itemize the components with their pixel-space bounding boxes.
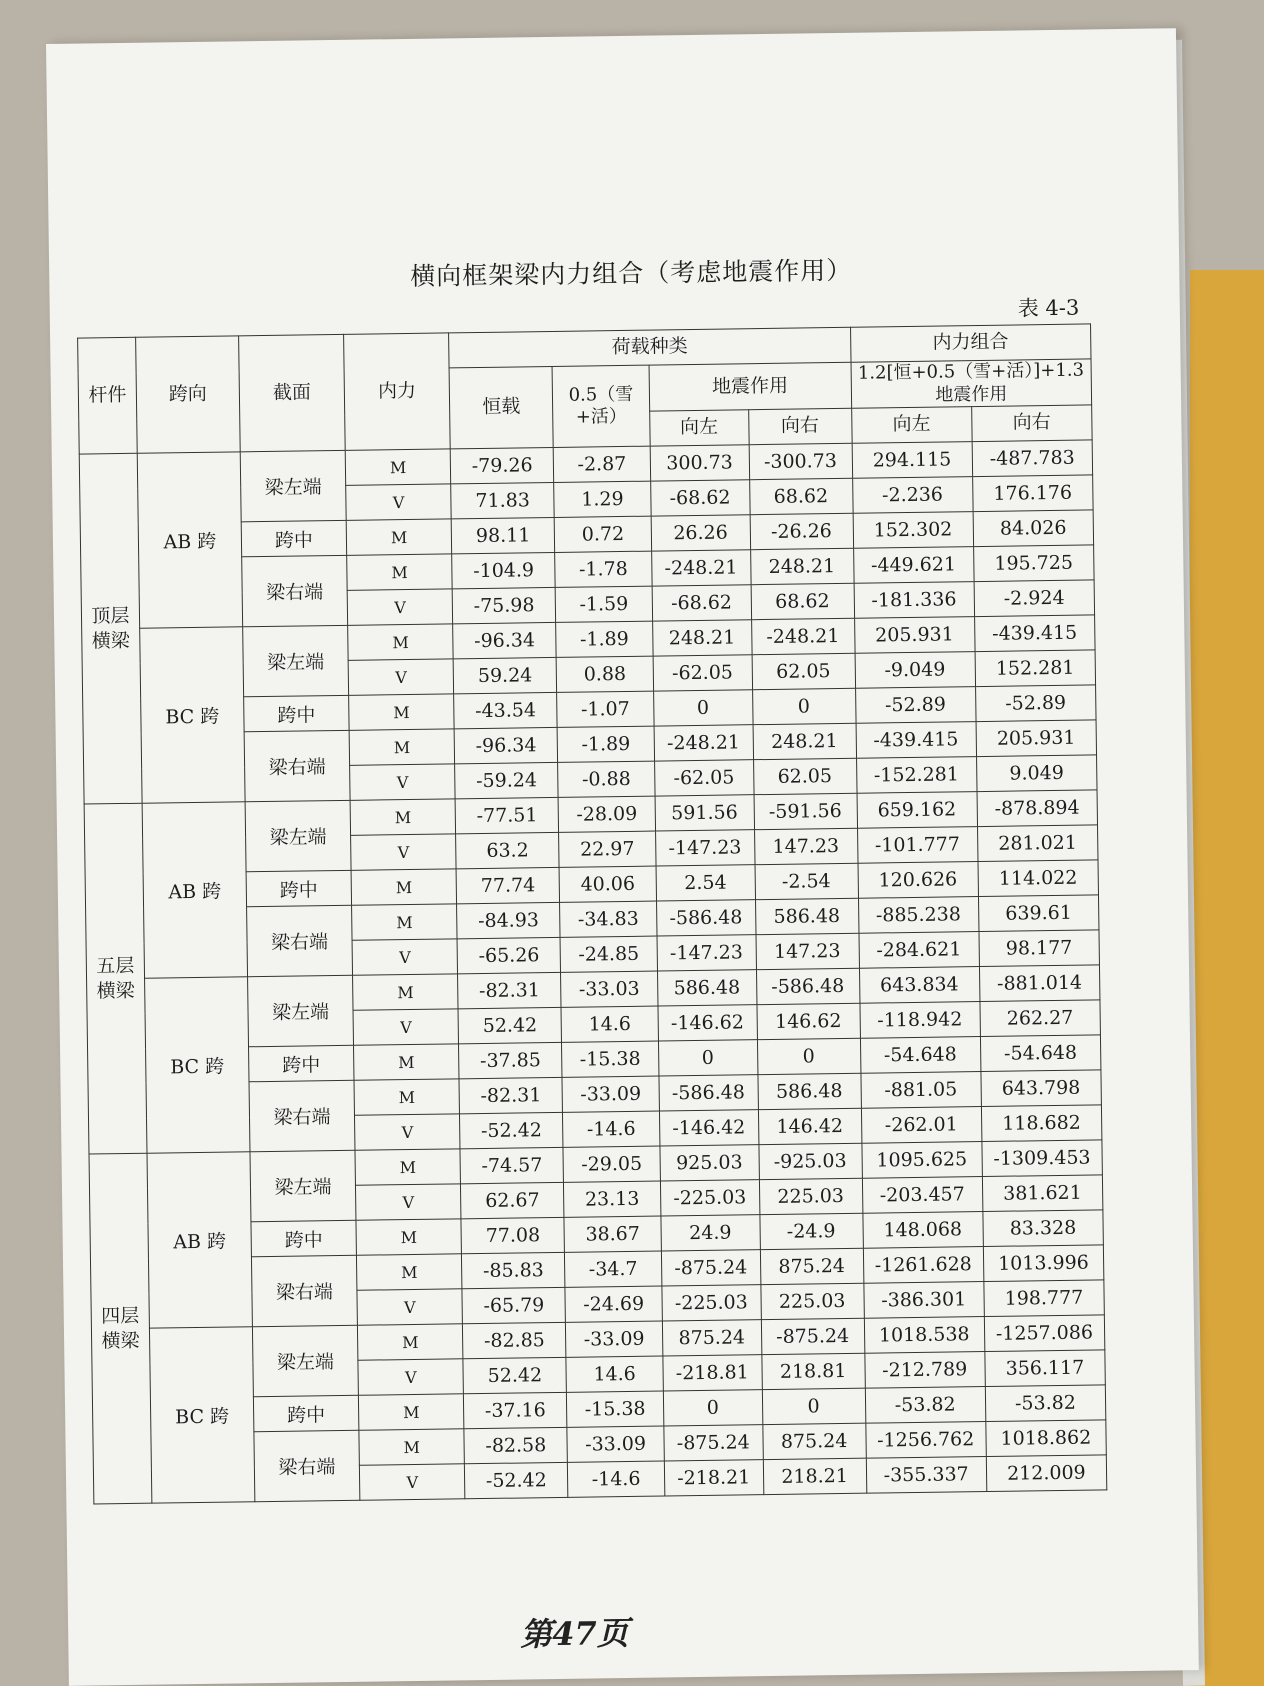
combo-right-value: -1257.086: [984, 1315, 1105, 1352]
force-type-cell: M: [351, 869, 457, 905]
seismic-left-value: -147.23: [657, 935, 756, 971]
combo-left-value: -52.89: [855, 687, 976, 724]
combo-left-value: -2.236: [852, 477, 973, 514]
dead-load-value: -82.58: [464, 1427, 567, 1463]
seismic-right-value: -586.48: [756, 968, 859, 1004]
dead-load-value: -85.83: [462, 1252, 565, 1288]
dead-load-value: -82.85: [463, 1322, 566, 1358]
snow-live-value: 40.06: [559, 866, 656, 902]
seismic-left-value: -147.23: [655, 830, 754, 866]
header-seismic-right: 向右: [748, 408, 851, 444]
combo-right-value: -52.89: [975, 685, 1096, 722]
dead-load-value: -43.54: [454, 692, 557, 728]
seismic-right-value: -26.26: [750, 513, 853, 549]
section-cell: 梁右端: [242, 555, 348, 626]
combo-left-value: -152.281: [856, 757, 977, 794]
dead-load-value: -82.31: [459, 1077, 562, 1113]
span-cell: AB 跨: [142, 802, 247, 978]
combo-right-value: -439.415: [974, 615, 1095, 652]
section-cell: 梁右端: [249, 1080, 355, 1151]
seismic-left-value: -586.48: [656, 900, 755, 936]
seismic-right-value: 62.05: [753, 758, 856, 794]
snow-live-value: -1.07: [557, 691, 654, 727]
seismic-left-value: 0: [653, 690, 752, 726]
section-cell: 梁左端: [250, 1150, 356, 1221]
snow-live-value: 0.72: [554, 516, 651, 552]
combo-right-value: 381.621: [982, 1175, 1103, 1212]
snow-live-value: 14.6: [561, 1006, 658, 1042]
force-type-cell: M: [350, 799, 456, 835]
seismic-left-value: 0: [658, 1040, 757, 1076]
force-type-cell: M: [359, 1429, 465, 1465]
combo-left-value: 643.834: [859, 967, 980, 1004]
seismic-right-value: 0: [752, 688, 855, 724]
dead-load-value: -52.42: [460, 1112, 563, 1148]
combo-right-value: -2.924: [974, 580, 1095, 617]
header-section: 截面: [239, 334, 346, 451]
combo-left-value: 1095.625: [861, 1142, 982, 1179]
force-type-cell: V: [348, 659, 454, 695]
combo-right-value: 205.931: [976, 720, 1097, 757]
header-dead-load: 恒载: [449, 366, 553, 448]
combo-right-value: -53.82: [985, 1385, 1106, 1422]
seismic-left-value: -62.05: [653, 655, 752, 691]
snow-live-value: -15.38: [562, 1041, 659, 1077]
section-cell: 梁右端: [244, 730, 350, 801]
combo-right-value: 1018.862: [986, 1420, 1107, 1457]
snow-live-value: -33.09: [566, 1321, 663, 1357]
seismic-left-value: 586.48: [657, 970, 756, 1006]
force-type-cell: V: [356, 1184, 462, 1220]
section-cell: 跨中: [251, 1220, 357, 1256]
seismic-left-value: 925.03: [660, 1145, 759, 1181]
seismic-left-value: 26.26: [651, 515, 750, 551]
combo-right-value: -878.894: [977, 790, 1098, 827]
combo-left-value: -9.049: [855, 652, 976, 689]
snow-live-value: -1.78: [555, 551, 652, 587]
span-cell: AB 跨: [137, 452, 242, 628]
combo-right-value: -1309.453: [982, 1140, 1103, 1177]
combo-left-value: 148.068: [862, 1212, 983, 1249]
seismic-left-value: 248.21: [652, 620, 751, 656]
combo-left-value: -1256.762: [865, 1422, 986, 1459]
combo-left-value: -386.301: [863, 1282, 984, 1319]
seismic-right-value: 147.23: [756, 933, 859, 969]
combo-right-value: 176.176: [972, 475, 1093, 512]
combo-left-value: -53.82: [865, 1387, 986, 1424]
snow-live-value: -28.09: [558, 796, 655, 832]
header-member: 杆件: [78, 337, 138, 454]
force-type-cell: M: [352, 904, 458, 940]
dead-load-value: -82.31: [458, 972, 561, 1008]
snow-live-value: -29.05: [563, 1146, 660, 1182]
snow-live-value: 1.29: [554, 481, 651, 517]
snow-live-value: -1.89: [557, 726, 654, 762]
force-type-cell: V: [359, 1464, 465, 1500]
seismic-right-value: -2.54: [755, 863, 858, 899]
seismic-right-value: 586.48: [755, 898, 858, 934]
dead-load-value: 59.24: [453, 657, 556, 693]
force-type-cell: V: [350, 764, 456, 800]
section-cell: 跨中: [241, 520, 347, 556]
combo-right-value: 356.117: [985, 1350, 1106, 1387]
section-cell: 梁右端: [247, 905, 353, 976]
combo-left-value: -101.777: [857, 827, 978, 864]
snow-live-value: -33.09: [567, 1426, 664, 1462]
table-body: [79, 440, 1107, 1504]
seismic-right-value: 147.23: [754, 828, 857, 864]
section-cell: 梁左端: [252, 1325, 358, 1396]
force-type-cell: M: [348, 624, 454, 660]
table-title: 横向框架梁内力组合（考虑地震作用）: [410, 255, 853, 291]
header-combo-left: 向左: [851, 407, 972, 444]
section-cell: 跨中: [244, 695, 350, 731]
seismic-left-value: 300.73: [650, 445, 749, 481]
seismic-left-value: -68.62: [650, 480, 749, 516]
header-load-types: 荷载种类: [449, 327, 851, 368]
seismic-left-value: -875.24: [661, 1250, 760, 1286]
span-cell: AB 跨: [147, 1152, 252, 1328]
snow-live-value: -34.7: [565, 1251, 662, 1287]
force-type-cell: M: [345, 449, 451, 485]
seismic-right-value: 248.21: [750, 548, 853, 584]
dead-load-value: -74.57: [460, 1147, 563, 1183]
span-cell: BC 跨: [140, 627, 245, 803]
dead-load-value: -65.79: [462, 1287, 565, 1323]
snow-live-value: 14.6: [566, 1356, 663, 1392]
seismic-left-value: 24.9: [661, 1215, 760, 1251]
force-type-cell: V: [351, 834, 457, 870]
combo-right-value: 639.61: [978, 895, 1099, 932]
seismic-right-value: 875.24: [760, 1248, 863, 1284]
snow-live-value: -1.89: [556, 621, 653, 657]
header-snow-live: 0.5（雪+活）: [552, 365, 650, 447]
seismic-right-value: 0: [762, 1388, 865, 1424]
snow-live-value: 23.13: [564, 1181, 661, 1217]
combo-left-value: -54.648: [860, 1037, 981, 1074]
dead-load-value: -77.51: [455, 797, 558, 833]
seismic-left-value: 875.24: [662, 1320, 761, 1356]
seismic-left-value: -68.62: [652, 585, 751, 621]
seismic-right-value: -925.03: [758, 1143, 861, 1179]
force-type-cell: V: [352, 939, 458, 975]
snow-live-value: -1.59: [555, 586, 652, 622]
seismic-left-value: -586.48: [659, 1075, 758, 1111]
seismic-left-value: -248.21: [651, 550, 750, 586]
section-cell: 跨中: [253, 1395, 359, 1431]
combo-right-value: 1013.996: [983, 1245, 1104, 1282]
header-span: 跨向: [136, 336, 241, 453]
dead-load-value: -96.34: [453, 622, 556, 658]
force-type-cell: V: [355, 1114, 461, 1150]
snow-live-value: 0.88: [556, 656, 653, 692]
section-cell: 梁左端: [240, 450, 346, 521]
combo-left-value: -885.238: [858, 897, 979, 934]
dead-load-value: 77.08: [461, 1217, 564, 1253]
snow-live-value: -34.83: [560, 901, 657, 937]
combo-left-value: -118.942: [860, 1002, 981, 1039]
combo-right-value: 118.682: [981, 1105, 1102, 1142]
force-type-cell: M: [356, 1219, 462, 1255]
force-type-cell: M: [354, 1079, 460, 1115]
dead-load-value: -104.9: [452, 552, 555, 588]
header-force: 内力: [344, 333, 451, 450]
seismic-right-value: 218.81: [761, 1353, 864, 1389]
span-cell: BC 跨: [144, 977, 249, 1153]
dead-load-value: -84.93: [457, 902, 560, 938]
header-combo-formula: 1.2[恒+0.5（雪+活）]+1.3 地震作用: [851, 359, 1092, 408]
seismic-left-value: -146.62: [658, 1005, 757, 1041]
seismic-left-value: -146.42: [659, 1110, 758, 1146]
internal-force-table: [77, 323, 1107, 1504]
section-cell: 梁左端: [243, 625, 349, 696]
combo-left-value: 205.931: [854, 617, 975, 654]
dead-load-value: -52.42: [465, 1462, 568, 1498]
dead-load-value: -65.26: [457, 937, 560, 973]
combo-right-value: 152.281: [975, 650, 1096, 687]
snow-live-value: -33.03: [561, 971, 658, 1007]
table-number: 表 4-3: [1017, 295, 1080, 321]
dead-load-value: -75.98: [452, 587, 555, 623]
dead-load-value: -59.24: [455, 762, 558, 798]
combo-left-value: 120.626: [858, 862, 979, 899]
seismic-left-value: -62.05: [654, 760, 753, 796]
snow-live-value: 38.67: [564, 1216, 661, 1252]
snow-live-value: -14.6: [563, 1111, 660, 1147]
force-type-cell: M: [354, 1044, 460, 1080]
table-header: [78, 324, 1093, 454]
seismic-right-value: -248.21: [751, 618, 854, 654]
seismic-right-value: 146.42: [758, 1108, 861, 1144]
combo-right-value: 84.026: [973, 510, 1094, 547]
section-cell: 梁左端: [245, 800, 351, 871]
combo-right-value: 212.009: [986, 1455, 1107, 1492]
force-type-cell: M: [355, 1149, 461, 1185]
snow-live-value: -0.88: [558, 761, 655, 797]
dead-load-value: -37.85: [459, 1042, 562, 1078]
seismic-right-value: -300.73: [749, 443, 852, 479]
snow-live-value: -24.69: [565, 1286, 662, 1322]
combo-right-value: -54.648: [980, 1035, 1101, 1072]
combo-right-value: 198.777: [984, 1280, 1105, 1317]
combo-right-value: 195.725: [973, 545, 1094, 582]
snow-live-value: -15.38: [567, 1391, 664, 1427]
combo-right-value: 114.022: [978, 860, 1099, 897]
combo-left-value: -355.337: [866, 1457, 987, 1494]
dead-load-value: 98.11: [451, 517, 554, 553]
seismic-right-value: -24.9: [759, 1213, 862, 1249]
dead-load-value: 77.74: [456, 867, 559, 903]
document-page: [46, 28, 1199, 1686]
seismic-right-value: 218.21: [763, 1458, 866, 1494]
combo-right-value: 643.798: [981, 1070, 1102, 1107]
combo-right-value: 281.021: [977, 825, 1098, 862]
member-cell: 五层横梁: [84, 803, 147, 1154]
force-type-cell: M: [353, 974, 459, 1010]
force-type-cell: V: [353, 1009, 459, 1045]
seismic-right-value: 586.48: [757, 1073, 860, 1109]
seismic-right-value: 875.24: [762, 1423, 865, 1459]
seismic-right-value: 68.62: [749, 478, 852, 514]
force-type-cell: M: [357, 1254, 463, 1290]
header-seismic: 地震作用: [649, 362, 851, 411]
force-type-cell: M: [358, 1394, 464, 1430]
seismic-left-value: -875.24: [664, 1425, 763, 1461]
seismic-left-value: -248.21: [654, 725, 753, 761]
combo-right-value: -487.783: [972, 440, 1093, 477]
seismic-right-value: -591.56: [754, 793, 857, 829]
force-type-cell: V: [357, 1289, 463, 1325]
snow-live-value: -14.6: [568, 1461, 665, 1497]
combo-left-value: -212.789: [864, 1352, 985, 1389]
combo-right-value: 83.328: [983, 1210, 1104, 1247]
seismic-right-value: 225.03: [760, 1283, 863, 1319]
section-cell: 梁左端: [247, 975, 353, 1046]
combo-right-value: 9.049: [976, 755, 1097, 792]
combo-right-value: 262.27: [980, 1000, 1101, 1037]
seismic-left-value: 2.54: [656, 865, 755, 901]
combo-left-value: -284.621: [859, 932, 980, 969]
section-cell: 跨中: [246, 870, 352, 906]
force-type-cell: M: [346, 519, 452, 555]
force-type-cell: M: [349, 694, 455, 730]
seismic-right-value: 225.03: [759, 1178, 862, 1214]
snow-live-value: 22.97: [559, 831, 656, 867]
combo-left-value: -1261.628: [863, 1247, 984, 1284]
dead-load-value: -37.16: [464, 1392, 567, 1428]
span-cell: BC 跨: [149, 1327, 254, 1503]
combo-left-value: 1018.538: [864, 1317, 985, 1354]
seismic-right-value: 146.62: [757, 1003, 860, 1039]
combo-left-value: 659.162: [857, 792, 978, 829]
member-cell: 四层横梁: [89, 1153, 152, 1504]
section-cell: 梁右端: [254, 1430, 360, 1501]
snow-live-value: -24.85: [560, 936, 657, 972]
seismic-left-value: 591.56: [655, 795, 754, 831]
dead-load-value: 62.67: [461, 1182, 564, 1218]
seismic-right-value: 0: [757, 1038, 860, 1074]
header-combination: 内力组合: [850, 324, 1091, 362]
dead-load-value: 52.42: [463, 1357, 566, 1393]
dead-load-value: 52.42: [458, 1007, 561, 1043]
seismic-left-value: -225.03: [660, 1180, 759, 1216]
combo-left-value: -203.457: [862, 1177, 983, 1214]
seismic-right-value: 68.62: [751, 583, 854, 619]
combo-left-value: 152.302: [853, 512, 974, 549]
snow-live-value: -2.87: [553, 446, 650, 482]
member-cell: 顶层横梁: [79, 453, 142, 804]
force-type-cell: V: [346, 484, 452, 520]
force-type-cell: V: [358, 1359, 464, 1395]
dead-load-value: -96.34: [454, 727, 557, 763]
seismic-right-value: 62.05: [752, 653, 855, 689]
seismic-right-value: -875.24: [761, 1318, 864, 1354]
force-type-cell: M: [358, 1324, 464, 1360]
force-type-cell: M: [349, 729, 455, 765]
combo-left-value: -881.05: [860, 1072, 981, 1109]
seismic-left-value: -225.03: [662, 1285, 761, 1321]
section-cell: 梁右端: [251, 1255, 357, 1326]
combo-right-value: 98.177: [979, 930, 1100, 967]
seismic-right-value: 248.21: [753, 723, 856, 759]
combo-right-value: -881.014: [979, 965, 1100, 1002]
combo-left-value: -439.415: [856, 722, 977, 759]
header-seismic-left: 向左: [649, 410, 748, 446]
section-cell: 跨中: [248, 1045, 354, 1081]
snow-live-value: -33.09: [562, 1076, 659, 1112]
header-combo-right: 向右: [971, 405, 1092, 442]
seismic-left-value: 0: [663, 1390, 762, 1426]
combo-left-value: -181.336: [854, 582, 975, 619]
force-type-cell: V: [347, 589, 453, 625]
dead-load-value: 71.83: [451, 482, 554, 518]
dead-load-value: 63.2: [456, 832, 559, 868]
handwritten-page-number: 第47页: [519, 1614, 630, 1654]
combo-left-value: 294.115: [852, 442, 973, 479]
dead-load-value: -79.26: [450, 447, 553, 483]
seismic-left-value: -218.81: [663, 1355, 762, 1391]
force-type-cell: M: [347, 554, 453, 590]
combo-left-value: -449.621: [853, 547, 974, 584]
seismic-left-value: -218.21: [664, 1460, 763, 1496]
combo-left-value: -262.01: [861, 1107, 982, 1144]
